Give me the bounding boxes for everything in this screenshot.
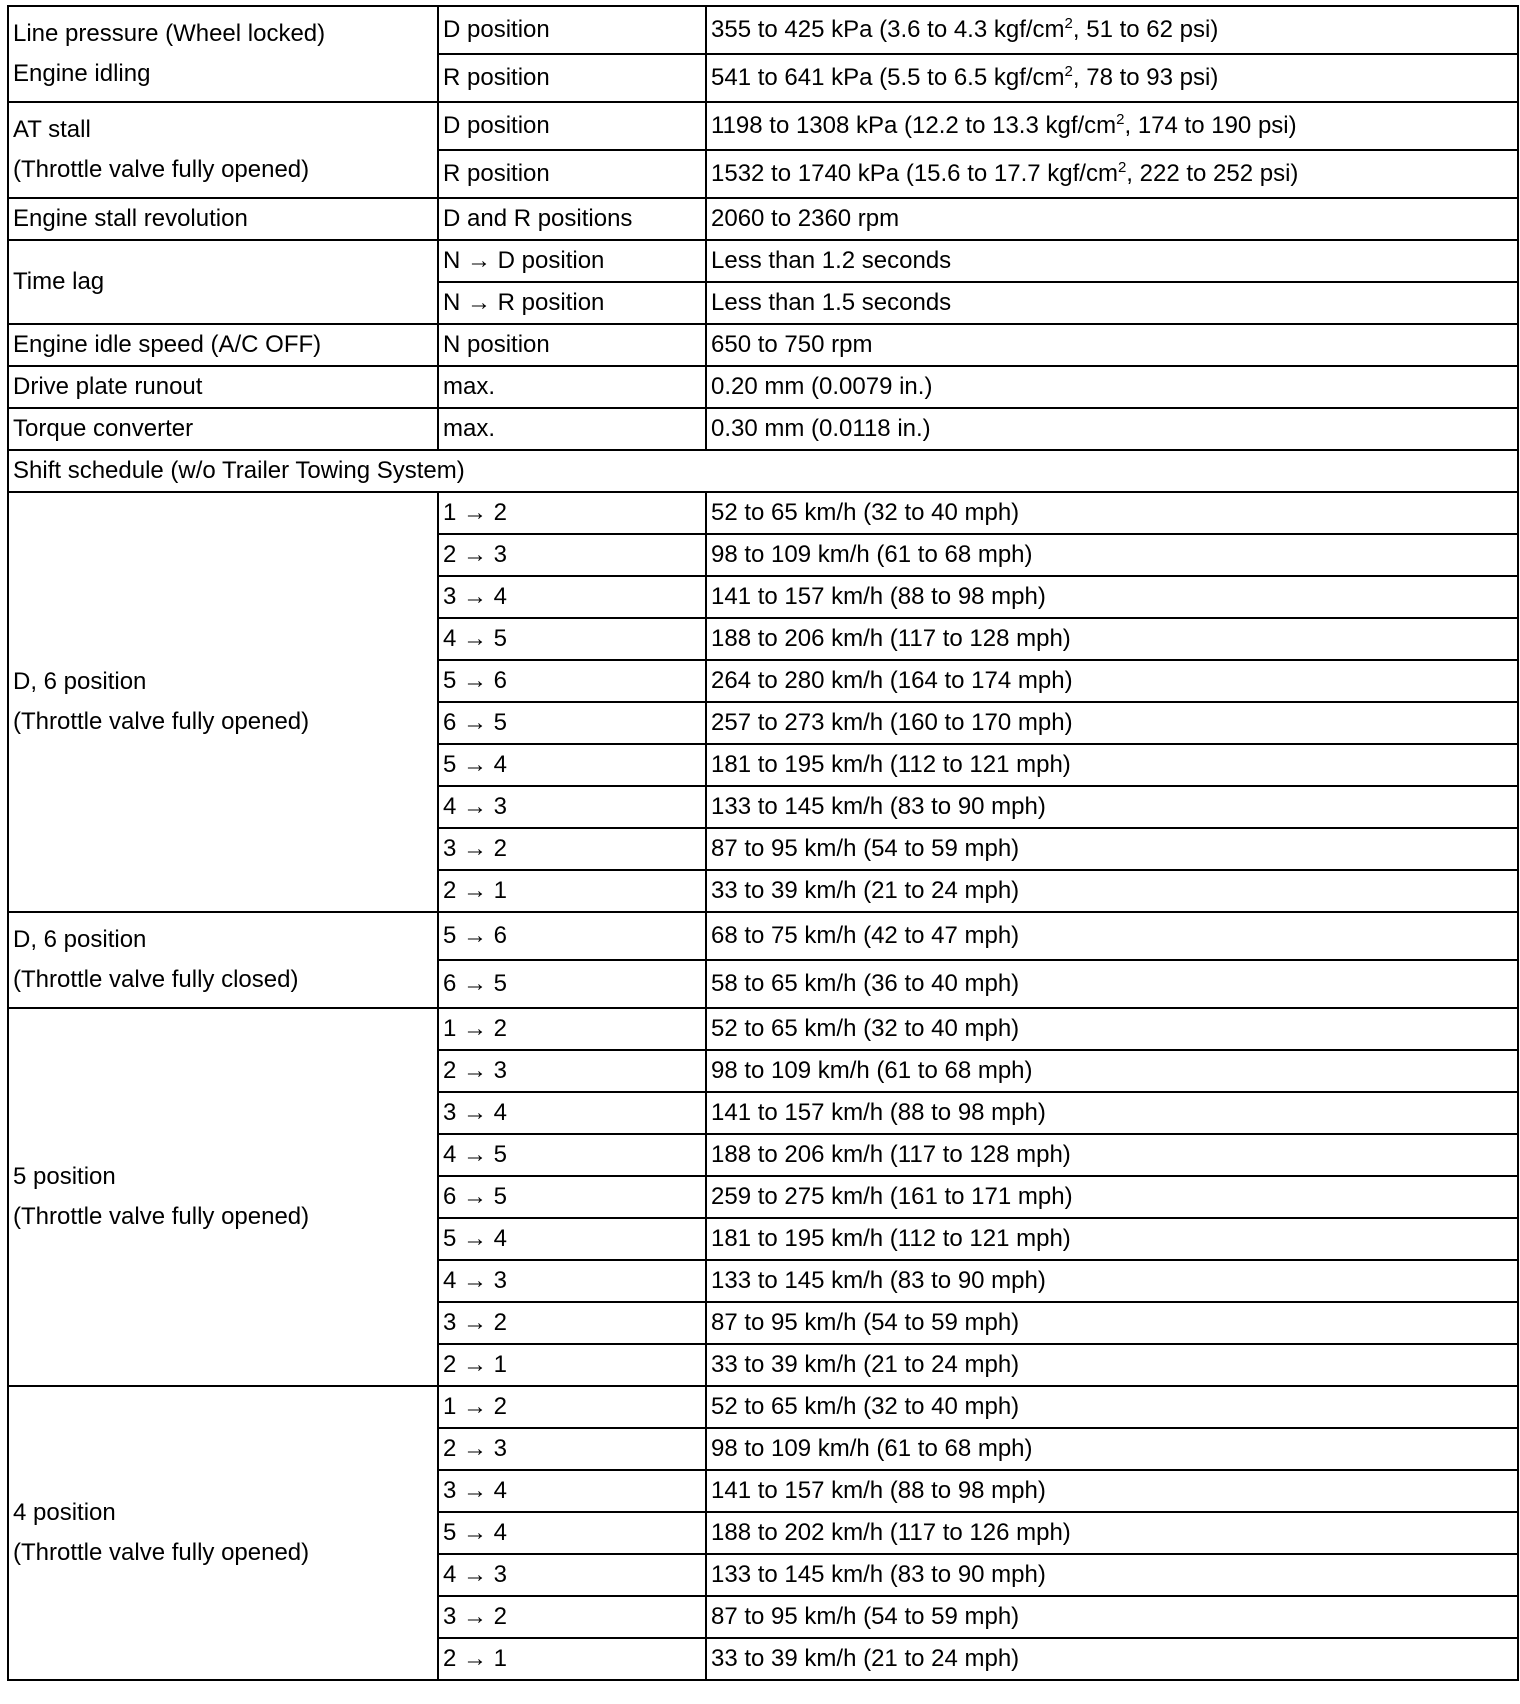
superscript: 2 bbox=[1116, 111, 1125, 128]
condition-cell: max. bbox=[438, 408, 706, 450]
shift-cell: 6 → 5 bbox=[438, 702, 706, 744]
shift-cell: 2 → 3 bbox=[438, 1428, 706, 1470]
speed-cell: 52 to 65 km/h (32 to 40 mph) bbox=[706, 1008, 1518, 1050]
value-cell: 2060 to 2360 rpm bbox=[706, 198, 1518, 240]
condition-cell: N → D position bbox=[438, 240, 706, 282]
shift-cell: 5 → 4 bbox=[438, 1512, 706, 1554]
speed-cell: 87 to 95 km/h (54 to 59 mph) bbox=[706, 1596, 1518, 1638]
shift-cell: 1 → 2 bbox=[438, 1008, 706, 1050]
shift-cell: 6 → 5 bbox=[438, 960, 706, 1008]
speed-cell: 181 to 195 km/h (112 to 121 mph) bbox=[706, 744, 1518, 786]
table-row bbox=[8, 6, 1518, 54]
shift-cell: 3 → 2 bbox=[438, 1596, 706, 1638]
table-row bbox=[8, 366, 1518, 408]
shift-cell: 4 → 3 bbox=[438, 1554, 706, 1596]
group-label bbox=[8, 912, 438, 1008]
speed-cell: 133 to 145 km/h (83 to 90 mph) bbox=[706, 786, 1518, 828]
condition-cell: max. bbox=[438, 366, 706, 408]
label-line-1: Line pressure (Wheel locked) bbox=[13, 20, 326, 47]
table-row bbox=[8, 1008, 1518, 1050]
value-cell bbox=[706, 54, 1518, 102]
speed-cell: 33 to 39 km/h (21 to 24 mph) bbox=[706, 1638, 1518, 1680]
shift-cell: 2 → 1 bbox=[438, 1638, 706, 1680]
label-cell: Torque converter bbox=[8, 408, 438, 450]
table-row bbox=[8, 324, 1518, 366]
label-line-2: (Throttle valve fully opened) bbox=[13, 708, 310, 735]
spec-table bbox=[7, 5, 1519, 1681]
speed-cell: 33 to 39 km/h (21 to 24 mph) bbox=[706, 870, 1518, 912]
shift-cell: 3 → 4 bbox=[438, 1092, 706, 1134]
value-text: 541 to 641 kPa (5.5 to 6.5 kgf/cm bbox=[711, 64, 1065, 91]
table-row bbox=[8, 912, 1518, 960]
speed-cell: 259 to 275 km/h (161 to 171 mph) bbox=[706, 1176, 1518, 1218]
label-line-1: 4 position bbox=[13, 1499, 116, 1526]
shift-cell: 6 → 5 bbox=[438, 1176, 706, 1218]
table-row bbox=[8, 198, 1518, 240]
speed-cell: 98 to 109 km/h (61 to 68 mph) bbox=[706, 534, 1518, 576]
label-cell: Engine stall revolution bbox=[8, 198, 438, 240]
speed-cell: 188 to 206 km/h (117 to 128 mph) bbox=[706, 618, 1518, 660]
table-row bbox=[8, 1386, 1518, 1428]
speed-cell: 58 to 65 km/h (36 to 40 mph) bbox=[706, 960, 1518, 1008]
label-line-2: (Throttle valve fully opened) bbox=[13, 1203, 310, 1230]
shift-schedule-header: Shift schedule (w/o Trailer Towing System) bbox=[8, 450, 1518, 492]
at-stall-label bbox=[8, 102, 438, 198]
shift-cell: 2 → 3 bbox=[438, 534, 706, 576]
shift-cell: 2 → 3 bbox=[438, 1050, 706, 1092]
label-cell: Engine idle speed (A/C OFF) bbox=[8, 324, 438, 366]
speed-cell: 87 to 95 km/h (54 to 59 mph) bbox=[706, 1302, 1518, 1344]
speed-cell: 188 to 202 km/h (117 to 126 mph) bbox=[706, 1512, 1518, 1554]
condition-cell: R position bbox=[438, 54, 706, 102]
label-line-1: 5 position bbox=[13, 1163, 116, 1190]
shift-cell: 5 → 6 bbox=[438, 912, 706, 960]
label-line-2: (Throttle valve fully opened) bbox=[13, 1539, 310, 1566]
line-pressure-label bbox=[8, 6, 438, 102]
superscript: 2 bbox=[1064, 15, 1073, 32]
speed-cell: 141 to 157 km/h (88 to 98 mph) bbox=[706, 1092, 1518, 1134]
shift-cell: 3 → 2 bbox=[438, 828, 706, 870]
shift-cell: 4 → 5 bbox=[438, 618, 706, 660]
speed-cell: 188 to 206 km/h (117 to 128 mph) bbox=[706, 1134, 1518, 1176]
speed-cell: 68 to 75 km/h (42 to 47 mph) bbox=[706, 912, 1518, 960]
condition-cell: N position bbox=[438, 324, 706, 366]
value-cell: Less than 1.2 seconds bbox=[706, 240, 1518, 282]
value-text-tail: , 51 to 62 psi) bbox=[1072, 16, 1219, 43]
shift-cell: 4 → 5 bbox=[438, 1134, 706, 1176]
table-row bbox=[8, 408, 1518, 450]
value-cell bbox=[706, 102, 1518, 150]
label-line-1: D, 6 position bbox=[13, 668, 147, 695]
label-line-2: (Throttle valve fully closed) bbox=[13, 966, 299, 993]
shift-cell: 1 → 2 bbox=[438, 1386, 706, 1428]
label-cell: Time lag bbox=[8, 240, 438, 324]
speed-cell: 133 to 145 km/h (83 to 90 mph) bbox=[706, 1554, 1518, 1596]
value-text: 1532 to 1740 kPa (15.6 to 17.7 kgf/cm bbox=[711, 160, 1118, 187]
speed-cell: 87 to 95 km/h (54 to 59 mph) bbox=[706, 828, 1518, 870]
superscript: 2 bbox=[1064, 63, 1073, 80]
group-label bbox=[8, 492, 438, 912]
label-line-1: AT stall bbox=[13, 116, 91, 143]
shift-cell: 4 → 3 bbox=[438, 786, 706, 828]
condition-cell: N → R position bbox=[438, 282, 706, 324]
condition-cell: D position bbox=[438, 6, 706, 54]
table-row bbox=[8, 450, 1518, 492]
shift-cell: 3 → 4 bbox=[438, 576, 706, 618]
condition-cell: R position bbox=[438, 150, 706, 198]
value-cell: 650 to 750 rpm bbox=[706, 324, 1518, 366]
speed-cell: 257 to 273 km/h (160 to 170 mph) bbox=[706, 702, 1518, 744]
label-cell: Drive plate runout bbox=[8, 366, 438, 408]
speed-cell: 98 to 109 km/h (61 to 68 mph) bbox=[706, 1050, 1518, 1092]
value-text-tail: , 78 to 93 psi) bbox=[1072, 64, 1219, 91]
group-label bbox=[8, 1386, 438, 1680]
label-line-2: (Throttle valve fully opened) bbox=[13, 156, 310, 183]
speed-cell: 52 to 65 km/h (32 to 40 mph) bbox=[706, 1386, 1518, 1428]
shift-cell: 2 → 1 bbox=[438, 870, 706, 912]
value-cell bbox=[706, 150, 1518, 198]
shift-cell: 5 → 4 bbox=[438, 1218, 706, 1260]
shift-cell: 3 → 2 bbox=[438, 1302, 706, 1344]
shift-cell: 5 → 4 bbox=[438, 744, 706, 786]
value-cell: 0.20 mm (0.0079 in.) bbox=[706, 366, 1518, 408]
value-text: 1198 to 1308 kPa (12.2 to 13.3 kgf/cm bbox=[711, 112, 1117, 139]
label-line-2: Engine idling bbox=[13, 60, 151, 87]
table-row bbox=[8, 240, 1518, 282]
shift-cell: 1 → 2 bbox=[438, 492, 706, 534]
value-text: 355 to 425 kPa (3.6 to 4.3 kgf/cm bbox=[711, 16, 1065, 43]
value-text-tail: , 174 to 190 psi) bbox=[1124, 112, 1297, 139]
shift-cell: 2 → 1 bbox=[438, 1344, 706, 1386]
superscript: 2 bbox=[1117, 159, 1127, 176]
value-cell: Less than 1.5 seconds bbox=[706, 282, 1518, 324]
table-row bbox=[8, 492, 1518, 534]
speed-cell: 133 to 145 km/h (83 to 90 mph) bbox=[706, 1260, 1518, 1302]
condition-cell: D position bbox=[438, 102, 706, 150]
speed-cell: 52 to 65 km/h (32 to 40 mph) bbox=[706, 492, 1518, 534]
label-line-1: D, 6 position bbox=[13, 926, 147, 953]
speed-cell: 264 to 280 km/h (164 to 174 mph) bbox=[706, 660, 1518, 702]
value-cell: 0.30 mm (0.0118 in.) bbox=[706, 408, 1518, 450]
speed-cell: 181 to 195 km/h (112 to 121 mph) bbox=[706, 1218, 1518, 1260]
speed-cell: 141 to 157 km/h (88 to 98 mph) bbox=[706, 1470, 1518, 1512]
group-label bbox=[8, 1008, 438, 1386]
shift-cell: 3 → 4 bbox=[438, 1470, 706, 1512]
speed-cell: 141 to 157 km/h (88 to 98 mph) bbox=[706, 576, 1518, 618]
speed-cell: 33 to 39 km/h (21 to 24 mph) bbox=[706, 1344, 1518, 1386]
shift-cell: 4 → 3 bbox=[438, 1260, 706, 1302]
condition-cell: D and R positions bbox=[438, 198, 706, 240]
value-cell bbox=[706, 6, 1518, 54]
spec-table-body bbox=[8, 6, 1518, 1680]
speed-cell: 98 to 109 km/h (61 to 68 mph) bbox=[706, 1428, 1518, 1470]
value-text-tail: , 222 to 252 psi) bbox=[1126, 160, 1299, 187]
shift-cell: 5 → 6 bbox=[438, 660, 706, 702]
table-row bbox=[8, 102, 1518, 150]
